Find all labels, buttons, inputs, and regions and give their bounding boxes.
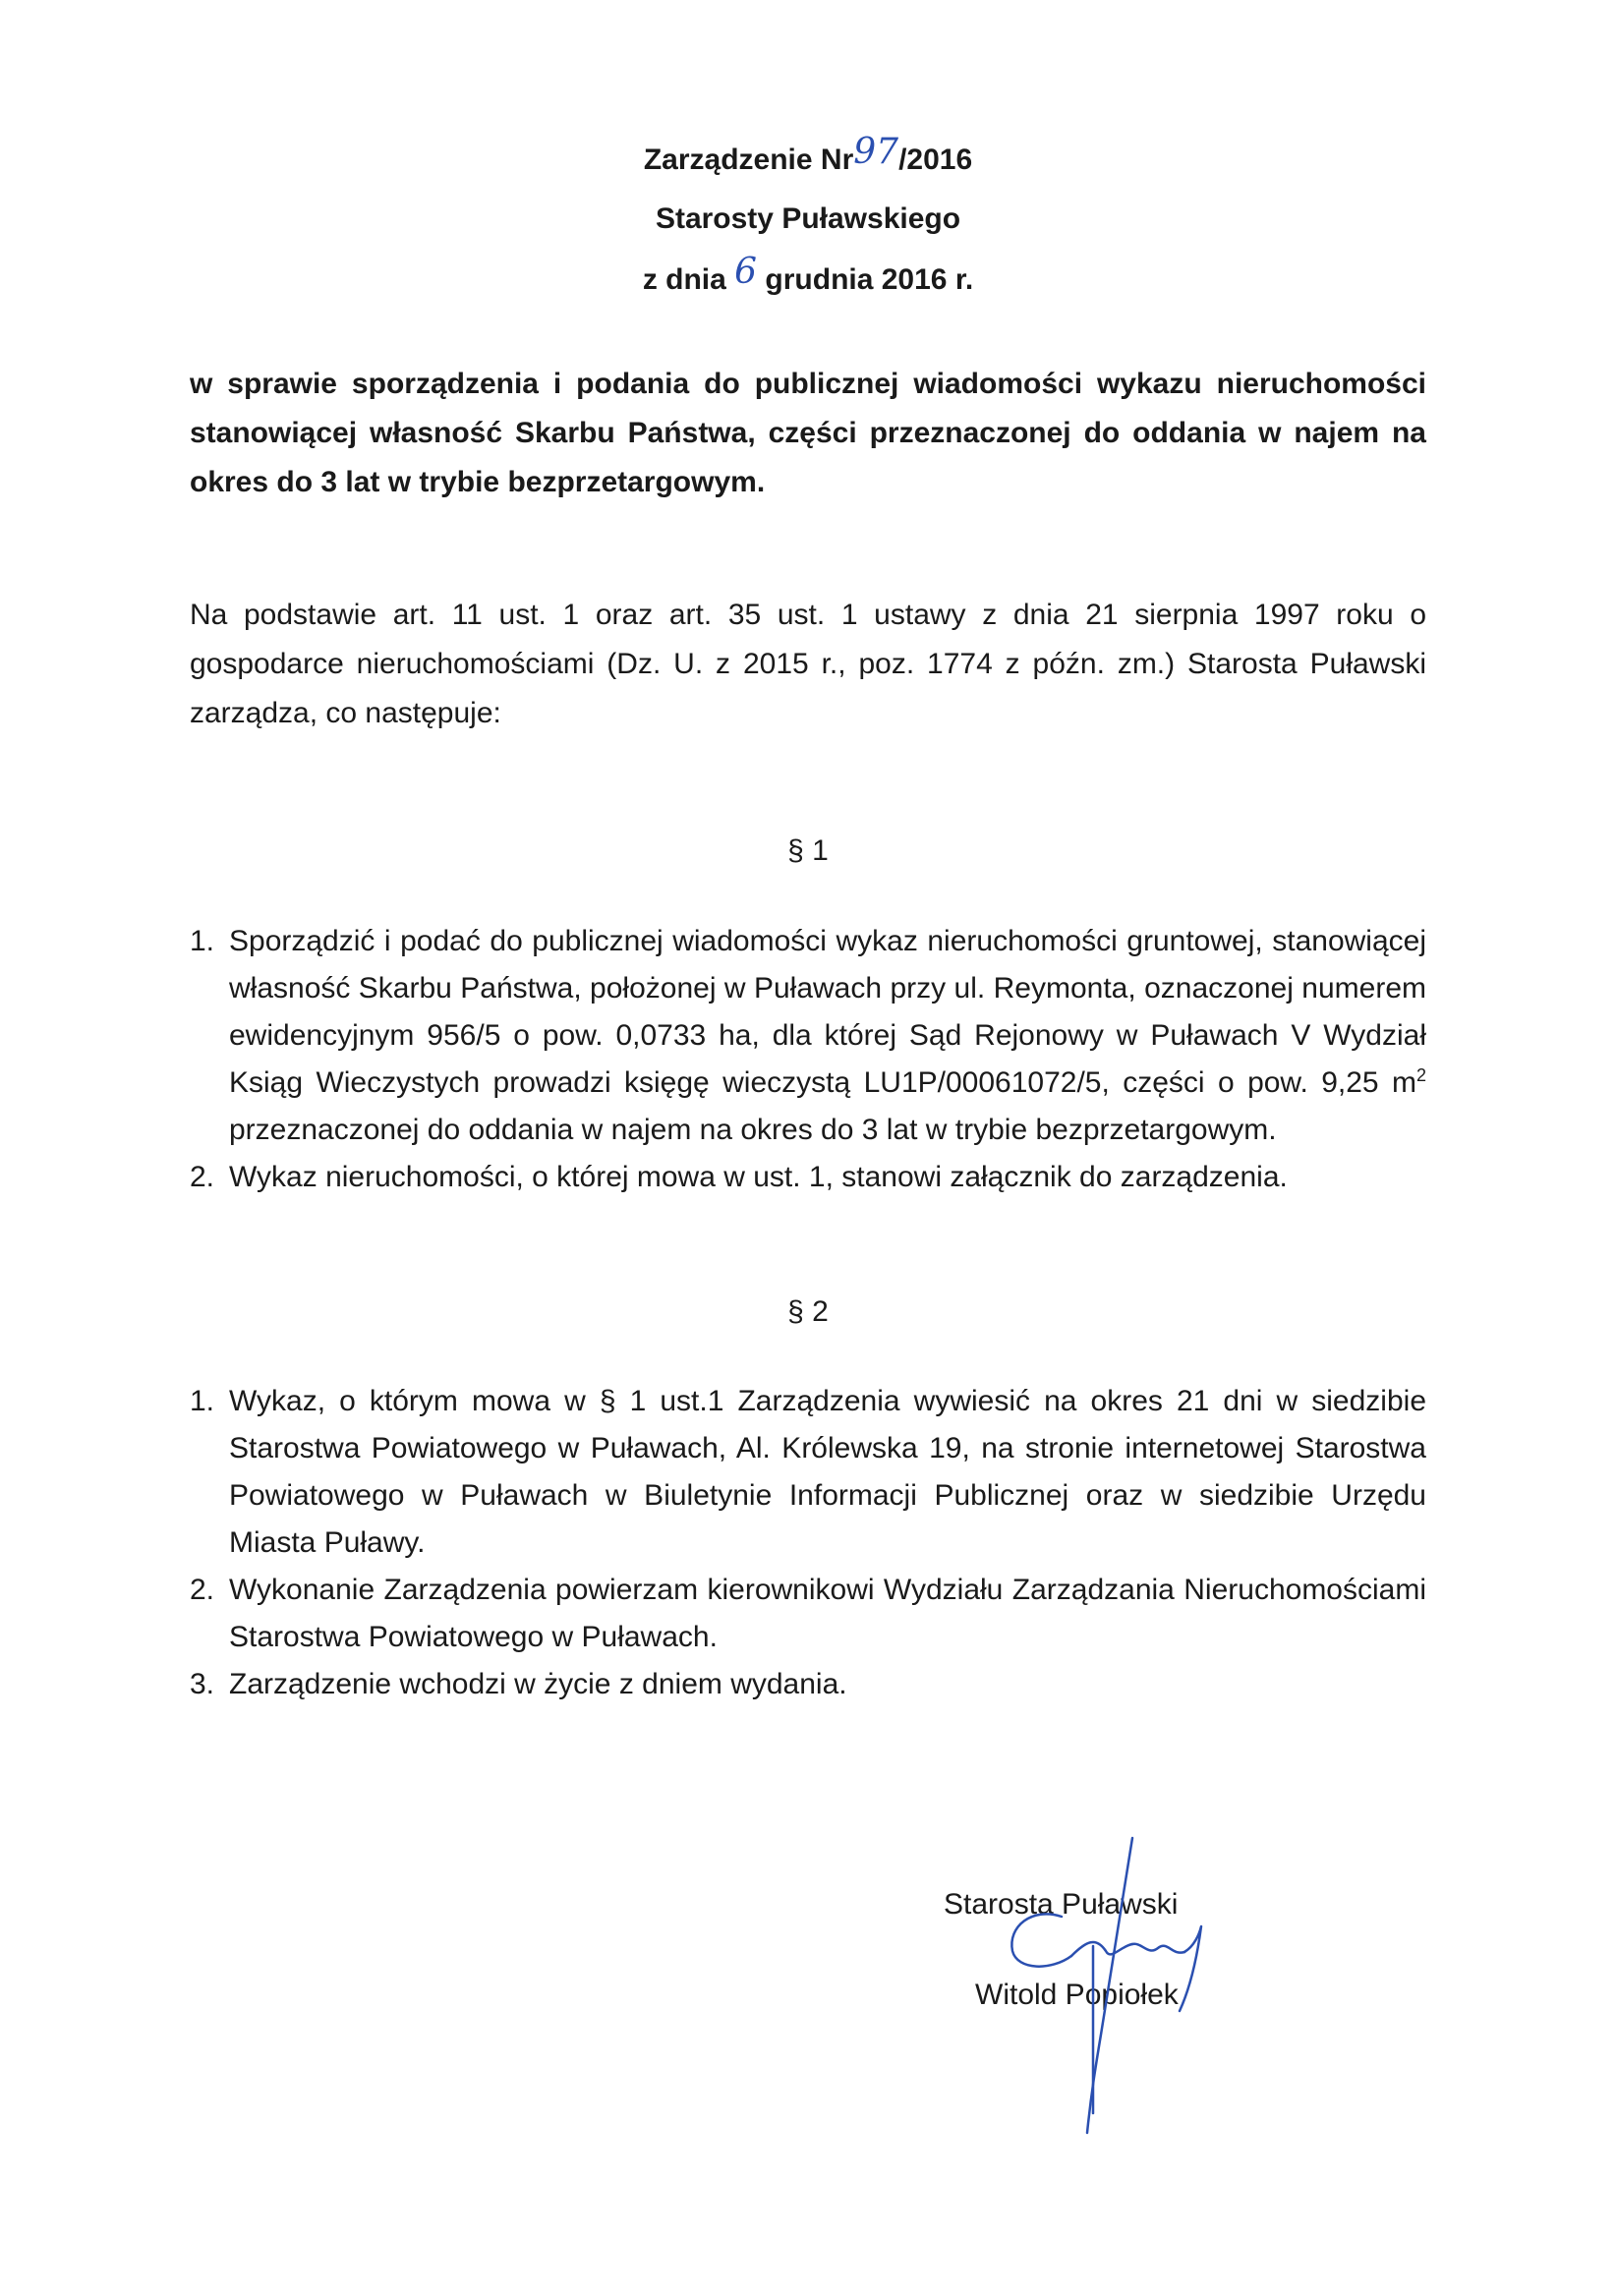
handwritten-signature: [914, 1818, 1229, 2152]
handwritten-day: 6: [734, 252, 758, 292]
item-text: Zarządzenie wchodzi w życie z dniem wydania.: [229, 1668, 847, 1700]
list-number: 1.: [190, 1385, 215, 1417]
list-number: 2.: [190, 1161, 215, 1193]
section1-item-2: [190, 1154, 1426, 1201]
section1-heading: § 1: [787, 834, 829, 867]
section1-list: [190, 918, 1426, 1201]
item-text: Sporządzić i podać do publicznej wiadomości wykaz nieruchomości gruntowej, stanowiącej własność Skarbu Państwa, położonej w Puławach przy ul. Reymonta, oznaczonej numerem ewidencyjnym 956/5 o pow. 0,0733 ha, dla której Sąd Rejonowy w Puławach V Wydział Ksiąg Wieczystych prowadzi księgę wieczystą LU1P/00061072/5, części o pow. 9,25 m: [229, 925, 1426, 1099]
subject-paragraph: w sprawie sporządzenia i podania do publicznej wiadomości wykazu nieruchomości stanowiącej własność Skarbu Państwa, części przeznaczonej do oddania w najem na okres do 3 lat w trybie bezprzetargowym.: [190, 368, 1426, 498]
item-text: Wykaz nieruchomości, o której mowa w ust. 1, stanowi załącznik do zarządzenia.: [229, 1161, 1288, 1193]
section2-heading: § 2: [787, 1295, 829, 1328]
item-text: Wykonanie Zarządzenia powierzam kierownikowi Wydziału Zarządzania Nieruchomościami Starostwa Powiatowego w Puławach.: [229, 1574, 1426, 1653]
list-number: 2.: [190, 1574, 215, 1606]
section2-item-1: [190, 1378, 1426, 1567]
item-text-continued: przeznaczonej do oddania w najem na okres do 3 lat w trybie bezprzetargowym.: [229, 1114, 1277, 1146]
order-title: [0, 132, 1616, 178]
signatory-name: Witold Popiołek: [975, 1979, 1179, 2011]
order-title-suffix: /2016: [898, 144, 973, 176]
item-text: Wykaz, o którym mowa w § 1 ust.1 Zarządzenia wywiesić na okres 21 dni w siedzibie Starostwa Powiatowego w Puławach, Al. Królewska 19, na stronie internetowej Starostwa Powiatowego w Puławach w Biuletynie Informacji Publicznej oraz w siedzibie Urzędu Miasta Puławy.: [229, 1385, 1426, 1559]
date-suffix: grudnia 2016 r.: [765, 263, 974, 296]
date-line: [0, 252, 1616, 298]
legal-basis-paragraph: Na podstawie art. 11 ust. 1 oraz art. 35 ust. 1 ustawy z dnia 21 sierpnia 1997 roku o gospodarce nieruchomościami (Dz. U. z 2015 r., poz. 1774 z późn. zm.) Starosta Puławski zarządza, co następuje:: [190, 599, 1426, 729]
section2-list: [190, 1378, 1426, 1708]
section2-item-2: [190, 1567, 1426, 1661]
superscript: 2: [1415, 1065, 1426, 1085]
date-prefix: z dnia: [642, 263, 726, 296]
list-number: 3.: [190, 1668, 215, 1700]
issuer-line: Starosty Puławskiego: [655, 202, 961, 235]
section1-item-1: [190, 918, 1426, 1154]
order-title-prefix: Zarządzenie Nr: [643, 144, 854, 176]
section2-item-3: [190, 1661, 1426, 1708]
signatory-title: Starosta Puławski: [944, 1888, 1179, 1921]
handwritten-order-number: 97: [853, 132, 899, 172]
list-number: 1.: [190, 925, 215, 957]
